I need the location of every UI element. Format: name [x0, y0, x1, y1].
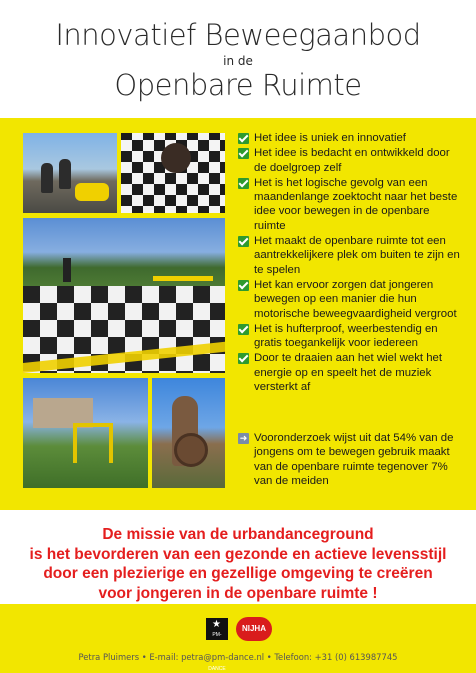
title-line-2: Openbare Ruimte [114, 68, 362, 102]
check-icon [238, 133, 249, 144]
list-item: Door te draaien aan het wiel wekt het energie op en speelt het de muziek versterkt af [238, 351, 463, 394]
list-item: Het is hufterproof, weerbestendig en gratis toegankelijk voor iedereen [238, 322, 463, 351]
list-item: Het kan ervoor zorgen dat jongeren bewegen op een manier die hun motorische beweegvaardigheid vergroot [238, 278, 463, 321]
list-item: Het maakt de openbare ruimte tot een aantrekkelijkere plek om buiten te zijn en te spelen [238, 234, 463, 277]
energy-wheel [174, 433, 208, 467]
footer-band [0, 604, 476, 673]
check-icon [238, 148, 249, 159]
pm-dance-logo: ★ PM-DANCE [206, 618, 228, 640]
yellow-border [23, 342, 225, 373]
photo-park-installation [23, 378, 148, 488]
scooter-shape [75, 183, 109, 201]
bench-rail [153, 276, 213, 281]
list-item: Het is het logische gevolg van een maandenlange zoektocht naar het beste idee voor bewegen in de openbare ruimte [238, 176, 463, 233]
photo-dance-floor [23, 218, 225, 373]
person-figure [59, 159, 71, 189]
photo-breakdancer [121, 133, 225, 213]
photo-scooter-youth [23, 133, 117, 213]
title-line-1: Innovatief Beweegaanbod [55, 18, 421, 52]
speaker-pole [63, 258, 71, 282]
photo-girl-wheel [152, 378, 225, 488]
check-icon [238, 324, 249, 335]
nijha-logo: NIJHA [236, 617, 272, 641]
list-item: Het idee is uniek en innovatief [238, 131, 463, 145]
dancer-figure [161, 143, 191, 173]
check-icon [238, 353, 249, 364]
yellow-frame [73, 423, 113, 463]
contact-info: Petra Pluimers • E-mail: petra@pm-dance.nl • Telefoon: +31 (0) 613987745 [78, 652, 398, 662]
mission-line: voor jongeren in de openbare ruimte ! [98, 584, 378, 602]
mission-statement [0, 525, 476, 603]
check-icon [238, 280, 249, 291]
page-title [0, 18, 476, 102]
title-connector: in de [223, 54, 253, 68]
arrow-right-icon: ➜ [239, 433, 248, 443]
research-note: ➜ Vooronderzoek wijst uit dat 54% van de jongens om te bewegen gebruik maakt van de openbare ruimte tegenover 7% van de meiden [239, 432, 454, 487]
feature-list [238, 131, 463, 395]
mission-line: is het bevorderen van een gezonde en actieve levensstijl [29, 545, 447, 563]
list-item: Het idee is bedacht en ontwikkeld door de doelgroep zelf [238, 146, 463, 175]
person-figure [41, 163, 53, 193]
check-icon [238, 236, 249, 247]
check-icon [238, 178, 249, 189]
star-icon: ★ [212, 619, 221, 630]
mission-line: De missie van de urbandanceground [102, 526, 374, 543]
mission-line: door een plezierige en gezellige omgeving te creëren [43, 565, 433, 582]
